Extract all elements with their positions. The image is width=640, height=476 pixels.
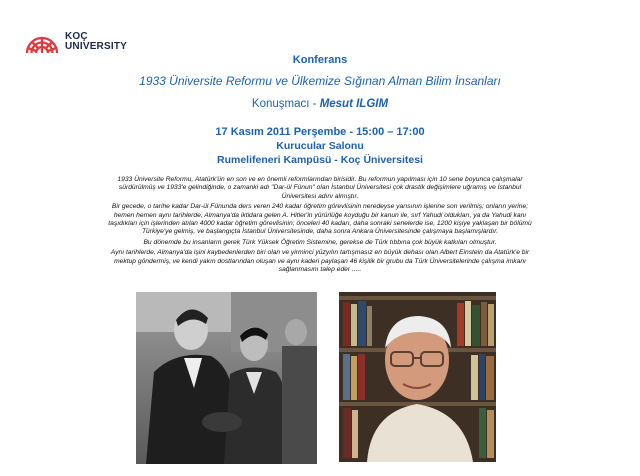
event-type: Konferans	[292, 54, 348, 66]
description-paragraph-3: Bu dönemde bu insanların gerek Türk Yüksek Öğretim Sistemine, gerekse de Türk tıbbına çok büyük katkıları olmuştur.	[143, 238, 497, 246]
description-paragraph-1: 1933 Üniversite Reformu, Atatürk'ün en son ve en önemli reformlarından birisidir. Bu reformun yapılması için 10 sene boyunca çalışmalar sürdürülmüş ve 1933'e gelindiğinde, o zamanki adı "Dar-ül Fünun" olan İstanbul Üniversitesi çok drastik değişimlere uğramış ve İstanbul Üniversitesi adını almıştır.	[117, 176, 523, 200]
event-hall: Kurucular Salonu	[276, 140, 364, 152]
speaker-line	[0, 98, 640, 110]
historical-photo	[136, 292, 317, 464]
logo-wordmark	[65, 32, 127, 52]
description-paragraph-2: Bir gecede, o tarihe kadar Dar-ül Fünunda ders veren 240 kadar öğretim görevlisinin neredeyse yarısının işlerine son verilmiş; onların yerine; hemen hemen aynı tarihlerde, Almanya'da iktidara gelen A. Hitler'in yürürlüğe koyduğu bir kanun ile, sırf Yahudi oldukları, ya da Yahudi kanı taşıdıkları için işlerinden atılan 4000 kadar öğretim görevlisinin; önceleri 40 kadarı, daha sonraki senelerde ise, 1200 kişiye yaklaşan bir bölümü Türkiye'ye gelmiş, ve başlangıçta İstanbul Üniversitesinde, daha sonra Ankara Üniversitesinde çalışmaya başlamışlardır.	[108, 203, 532, 236]
description-paragraph-4: Aynı tarihlerde, Almanya'da işini kaybedenlerden biri olan ve yirminci yüzyılın tartışmasız en büyük dehası olan Albert Einstein da Atatürk'e bir mektup göndermiş, ve kendi yakın dostlarından oluşan ve aynı kaderi paylaşan 46 kişilik bir grubu da Türk Üniversitelerinde çalışma imkanı sağlanmasını talep eder .....	[110, 249, 530, 274]
event-description	[102, 176, 538, 276]
logo-line-1: KOÇ	[65, 31, 88, 42]
event-title: 1933 Üniversite Reformu ve Ülkemize Sığınan Alman Bilim İnsanları	[139, 74, 501, 88]
speaker-label: Konuşmacı -	[251, 98, 317, 110]
event-campus: Rumelifeneri Kampüsü - Koç Üniversitesi	[217, 154, 423, 166]
koc-shell-icon	[24, 30, 60, 56]
speaker-photo	[339, 292, 496, 462]
logo-line-2: UNIVERSITY	[65, 41, 128, 52]
event-datetime: 17 Kasım 2011 Perşembe - 15:00 – 17:00	[215, 126, 425, 138]
speaker-name: Mesut ILGIM	[319, 98, 389, 110]
